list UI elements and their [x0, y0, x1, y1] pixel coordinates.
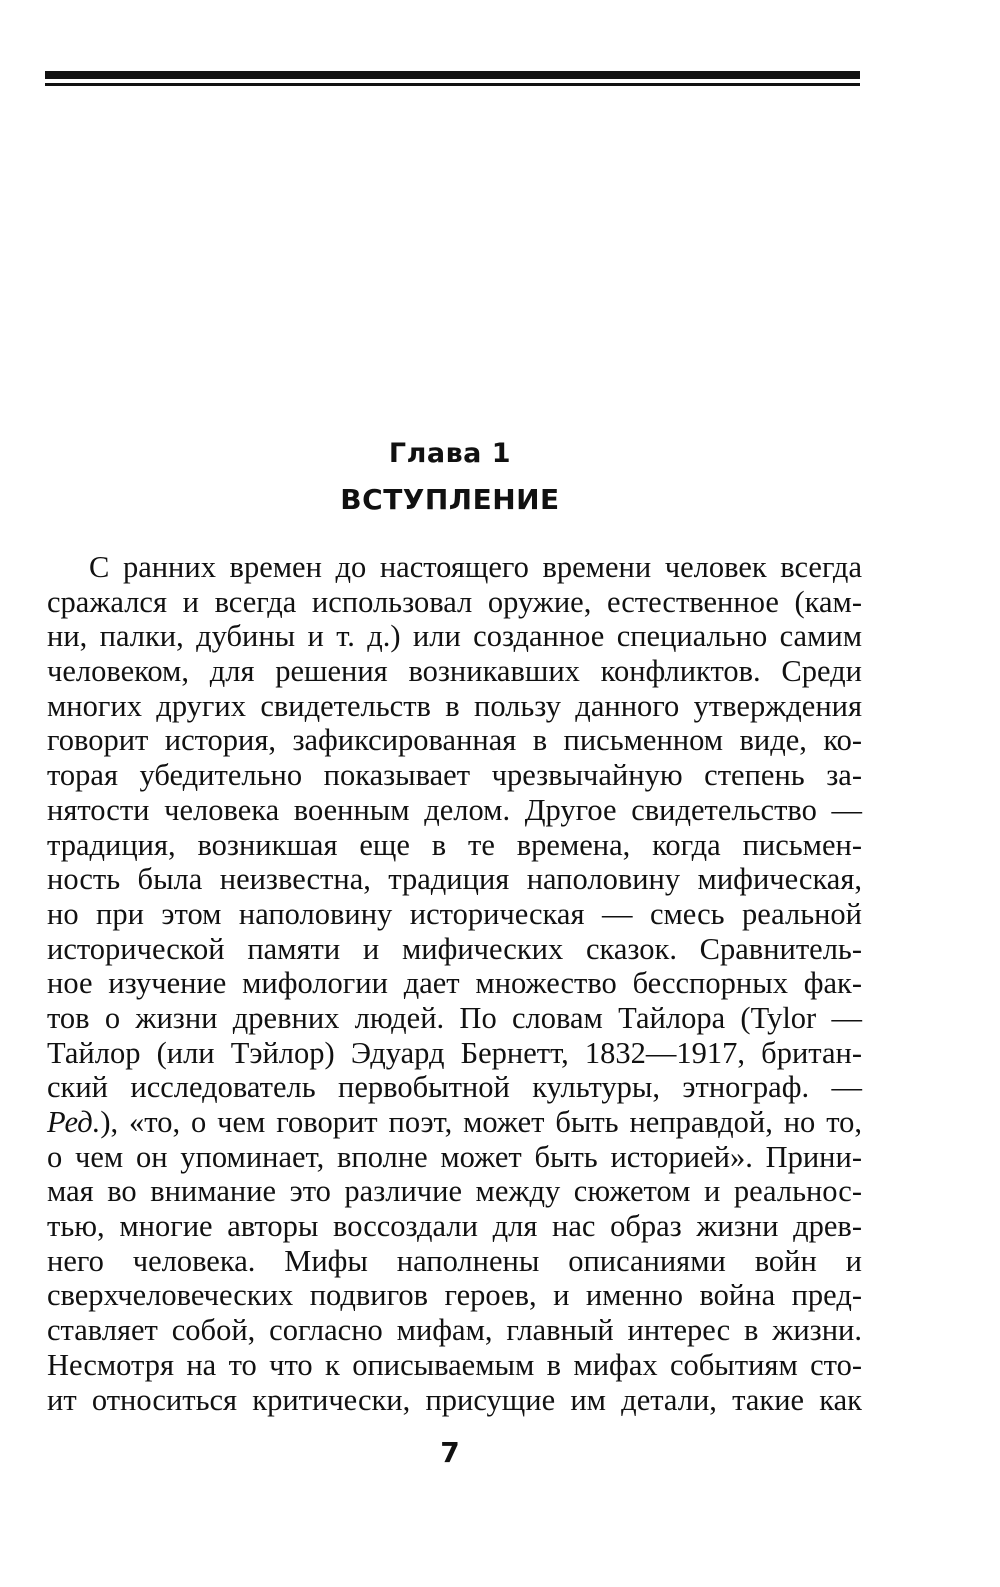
- text-line: него человека. Мифы наполнены описаниями войн и: [47, 1243, 862, 1278]
- text-line: мая во внимание это различие между сюжетом и реальнос-: [47, 1174, 862, 1209]
- page-number: 7: [440, 1436, 460, 1469]
- text-line: исторической памяти и мифических сказок. Сравнитель-: [47, 931, 862, 966]
- text-line: тью, многие авторы воссоздали для нас образ жизни древ-: [47, 1209, 862, 1244]
- text-line: ное изучение мифологии дает множество бесспорных фак-: [47, 966, 862, 1001]
- text-line: ставляет собой, согласно мифам, главный интерес в жизни.: [47, 1313, 862, 1348]
- text-line: ит относиться критически, присущие им детали, такие как: [47, 1382, 862, 1417]
- text-line: торая убедительно показывает чрезвычайную степень за-: [47, 758, 862, 793]
- header-rule-thick: [45, 71, 860, 79]
- text-line: ни, палки, дубины и т. д.) или созданное специально самим: [47, 619, 862, 654]
- editor-line-rest: ), «то, о чем говорит поэт, может быть неправдой, но то,: [100, 1105, 862, 1139]
- text-line: нятости человека военным делом. Другое свидетельство —: [47, 792, 862, 827]
- text-line: Несмотря на то что к описываемым в мифах событиям сто-: [47, 1347, 862, 1382]
- chapter-number: Глава 1: [388, 438, 512, 469]
- text-line: многих других свидетельств в пользу данного утверждения: [47, 688, 862, 723]
- chapter-title: ВСТУПЛЕНИЕ: [340, 483, 560, 516]
- text-line: традиция, возникшая еще в те времена, когда письмен-: [47, 827, 862, 862]
- text-line: ность была неизвестна, традиция наполовину мифическая,: [47, 862, 862, 897]
- body-text: [47, 550, 862, 1417]
- header-rule-thin: [45, 83, 860, 86]
- text-line: человеком, для решения возникавших конфликтов. Среди: [47, 654, 862, 689]
- editor-abbrev: Ред.: [47, 1105, 101, 1139]
- text-line: тов о жизни древних людей. По словам Тайлора (Tylor —: [47, 1000, 862, 1035]
- text-line: о чем он упоминает, вполне может быть историей». Прини-: [47, 1139, 862, 1174]
- text-line: Тайлор (или Тэйлор) Эдуард Бернетт, 1832—1917, британ-: [47, 1035, 862, 1070]
- text-line: ский исследователь первобытной культуры, этнограф. —: [47, 1070, 862, 1105]
- text-line: говорит история, зафиксированная в письменном виде, ко-: [47, 723, 862, 758]
- text-line: С ранних времен до настоящего времени человек всегда: [89, 550, 862, 584]
- text-line: сверхчеловеческих подвигов героев, и именно война пред-: [47, 1278, 862, 1313]
- text-line: сражался и всегда использовал оружие, естественное (кам-: [47, 584, 862, 619]
- text-line-editor-note: [47, 1105, 862, 1140]
- text-line: но при этом наполовину историческая — смесь реальной: [47, 896, 862, 931]
